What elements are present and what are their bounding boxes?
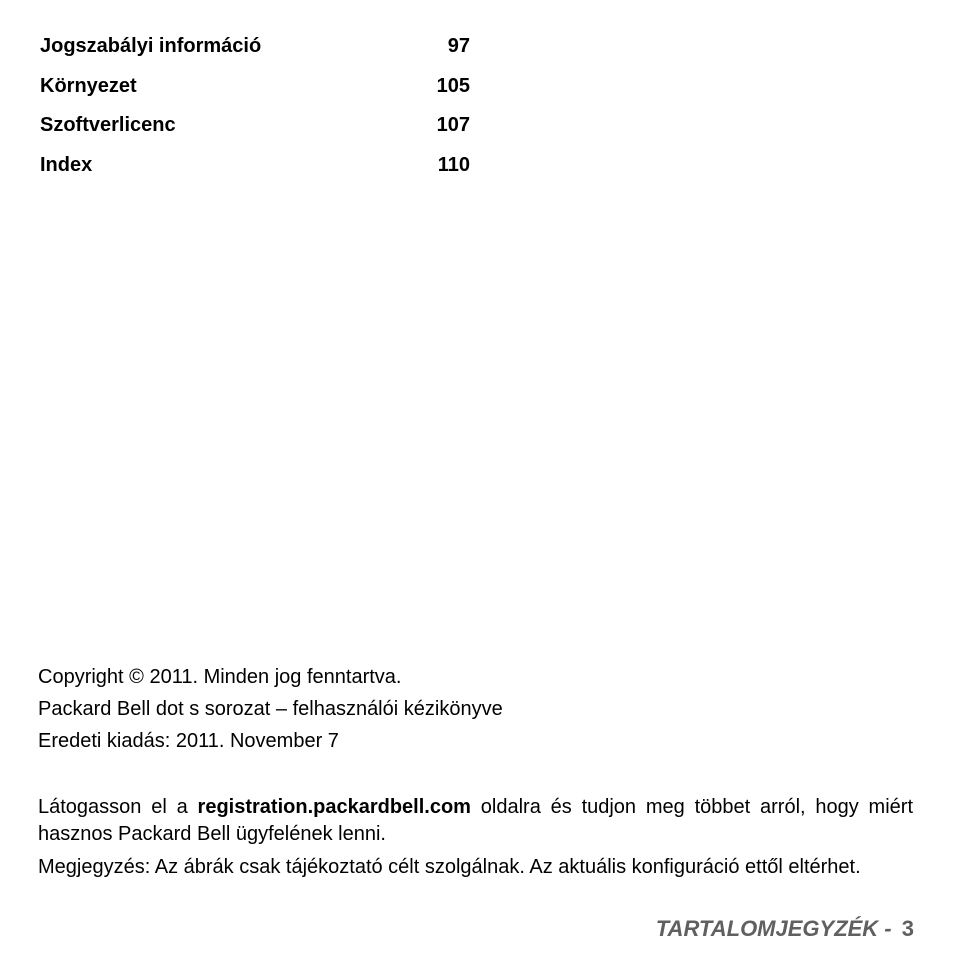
- toc-entry-title: Környezet: [40, 74, 137, 97]
- toc-entry-page: 107: [436, 114, 470, 136]
- registration-paragraph: [38, 794, 913, 848]
- footer-section-title: TARTALOMJEGYZÉK -: [655, 916, 898, 941]
- notes-block: [38, 794, 913, 887]
- toc-entry[interactable]: [40, 73, 470, 113]
- toc-entry[interactable]: [40, 152, 470, 192]
- toc-entry-title: Index: [40, 153, 93, 176]
- copyright-line: Copyright © 2011. Minden jog fenntartva.: [38, 666, 402, 688]
- toc-entry[interactable]: [40, 112, 470, 152]
- page-number: 3: [901, 916, 914, 941]
- registration-text-prefix: Látogasson el a: [38, 796, 198, 818]
- toc-entry-title: Szoftverlicenc: [40, 114, 176, 136]
- registration-text-suffix: oldalra és tudjon meg többet arról, hogy miért hasznos Packard Bell ügyfelének lenni.: [38, 796, 914, 845]
- table-of-contents: [40, 33, 470, 191]
- toc-entry-page: 97: [447, 35, 470, 57]
- manual-title-line: Packard Bell dot s sorozat – felhasználói kézikönyve: [38, 698, 503, 720]
- toc-entry[interactable]: [40, 33, 470, 73]
- toc-entry-page: 105: [436, 74, 470, 97]
- registration-link[interactable]: registration.packardbell.com: [197, 796, 471, 818]
- disclaimer-paragraph: Megjegyzés: Az ábrák csak tájékoztató célt szolgálnak. Az aktuális konfiguráció ettől eltérhet.: [38, 856, 861, 878]
- page-footer: [656, 916, 914, 942]
- copyright-block: [38, 661, 918, 757]
- toc-entry-title: Jogszabályi információ: [40, 35, 262, 57]
- toc-entry-page: 110: [437, 153, 470, 176]
- edition-line: Eredeti kiadás: 2011. November 7: [38, 730, 339, 752]
